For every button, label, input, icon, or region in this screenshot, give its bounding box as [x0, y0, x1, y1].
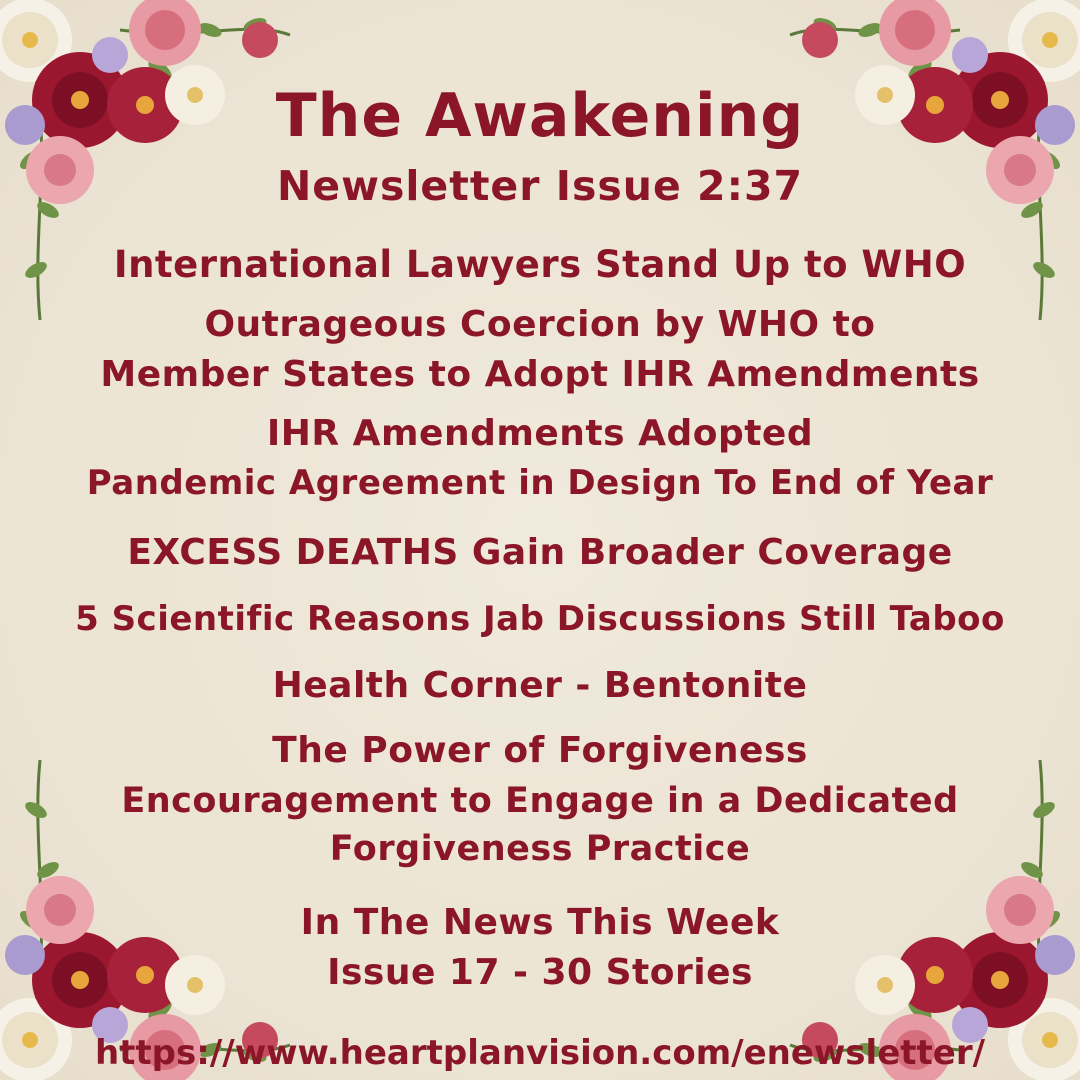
headline-forgiveness-sub1: Encouragement to Engage in a Dedicated: [121, 781, 959, 821]
headline-pandemic-agreement: Pandemic Agreement in Design To End of Year: [86, 463, 994, 503]
headline-health-corner: Health Corner - Bentonite: [272, 665, 808, 706]
headline-scientific-reasons: 5 Scientific Reasons Jab Discussions Still Taboo: [75, 599, 1005, 639]
newsletter-url-link[interactable]: https://www.heartplanvision.com/enewsletter/: [94, 1033, 986, 1073]
headline-ihr-adopted: IHR Amendments Adopted: [266, 413, 814, 454]
newsletter-issue: Newsletter Issue 2:37: [276, 162, 804, 210]
headline-issue-stories: Issue 17 - 30 Stories: [327, 952, 753, 993]
headline-lawyers: International Lawyers Stand Up to WHO: [113, 243, 967, 286]
headline-in-the-news: In The News This Week: [300, 902, 780, 943]
headline-excess-deaths: EXCESS DEATHS Gain Broader Coverage: [127, 532, 953, 573]
headline-coercion-line2: Member States to Adopt IHR Amendments: [100, 354, 980, 395]
headline-forgiveness: The Power of Forgiveness: [272, 730, 808, 771]
headline-forgiveness-sub2: Forgiveness Practice: [329, 829, 751, 869]
newsletter-title: The Awakening: [275, 81, 805, 151]
headline-coercion-line1: Outrageous Coercion by WHO to: [204, 304, 876, 345]
